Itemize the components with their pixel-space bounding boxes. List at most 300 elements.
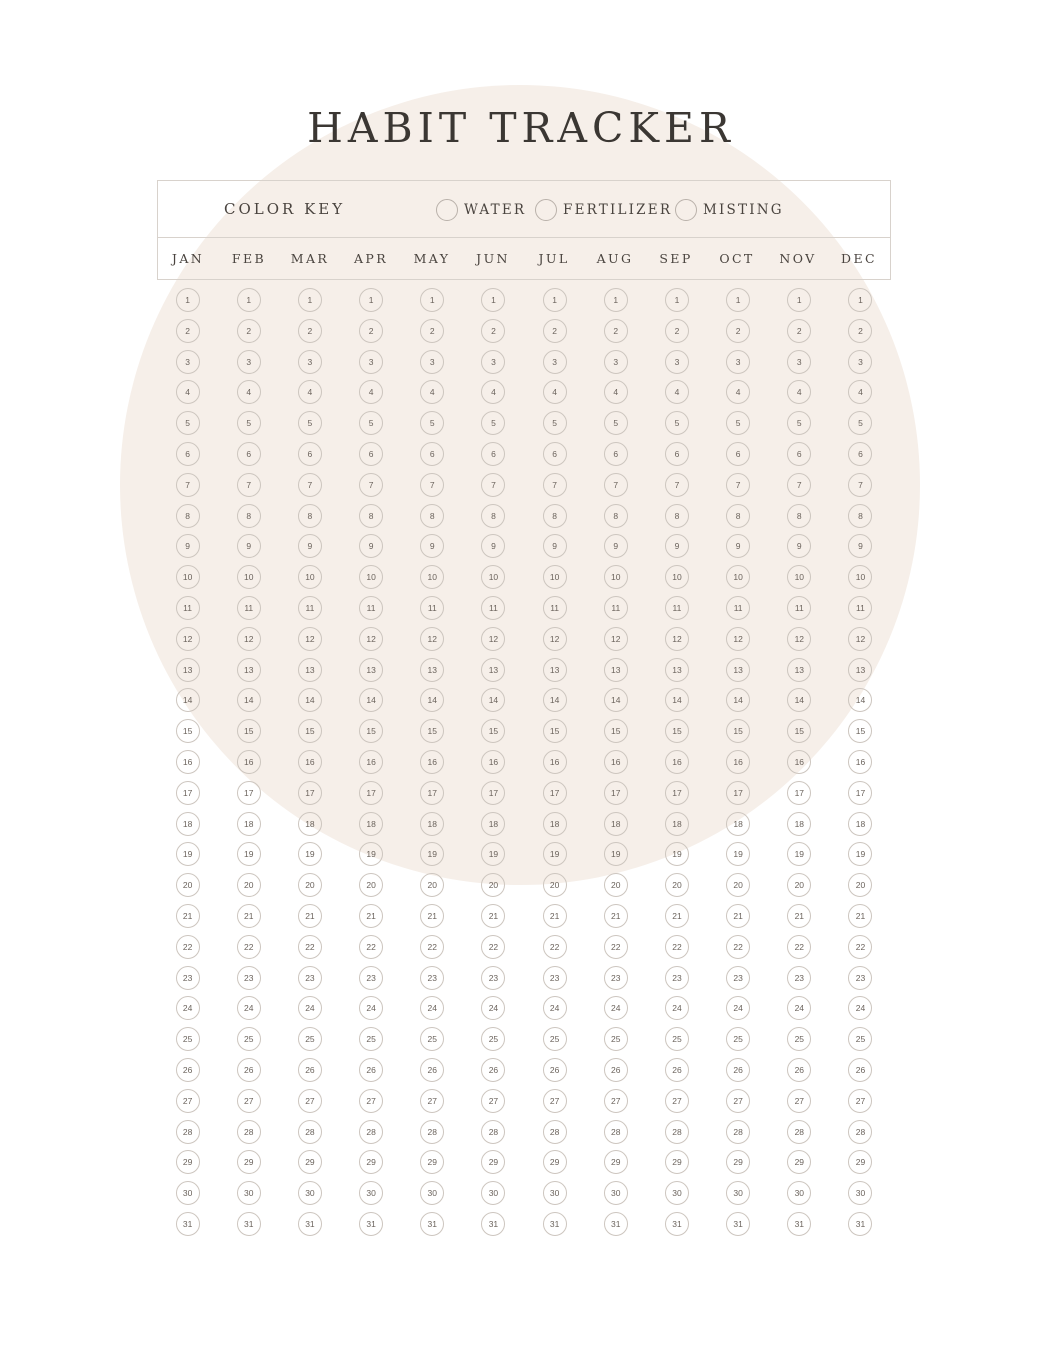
day-circle[interactable]: 11 (237, 596, 261, 620)
day-circle[interactable]: 5 (298, 411, 322, 435)
day-circle[interactable]: 7 (237, 473, 261, 497)
day-circle[interactable]: 1 (665, 288, 689, 312)
day-circle[interactable]: 6 (787, 442, 811, 466)
day-circle[interactable]: 15 (237, 719, 261, 743)
day-circle[interactable]: 2 (848, 319, 872, 343)
day-circle[interactable]: 3 (237, 350, 261, 374)
day-circle[interactable]: 5 (665, 411, 689, 435)
day-circle[interactable]: 9 (543, 534, 567, 558)
day-circle[interactable]: 1 (481, 288, 505, 312)
day-circle[interactable]: 14 (176, 688, 200, 712)
day-circle[interactable]: 31 (726, 1212, 750, 1236)
day-circle[interactable]: 15 (848, 719, 872, 743)
day-circle[interactable]: 29 (604, 1150, 628, 1174)
day-circle[interactable]: 21 (726, 904, 750, 928)
day-circle[interactable]: 10 (726, 565, 750, 589)
day-circle[interactable]: 1 (787, 288, 811, 312)
day-circle[interactable]: 22 (665, 935, 689, 959)
day-circle[interactable]: 5 (176, 411, 200, 435)
day-circle[interactable]: 16 (543, 750, 567, 774)
day-circle[interactable]: 5 (481, 411, 505, 435)
day-circle[interactable]: 2 (481, 319, 505, 343)
day-circle[interactable]: 9 (176, 534, 200, 558)
day-circle[interactable]: 2 (787, 319, 811, 343)
day-circle[interactable]: 25 (176, 1027, 200, 1051)
day-circle[interactable]: 8 (543, 504, 567, 528)
day-circle[interactable]: 25 (665, 1027, 689, 1051)
day-circle[interactable]: 27 (481, 1089, 505, 1113)
day-circle[interactable]: 8 (787, 504, 811, 528)
day-circle[interactable]: 14 (726, 688, 750, 712)
day-circle[interactable]: 14 (848, 688, 872, 712)
day-circle[interactable]: 13 (726, 658, 750, 682)
day-circle[interactable]: 26 (787, 1058, 811, 1082)
day-circle[interactable]: 17 (665, 781, 689, 805)
day-circle[interactable]: 18 (298, 812, 322, 836)
day-circle[interactable]: 22 (359, 935, 383, 959)
day-circle[interactable]: 13 (237, 658, 261, 682)
day-circle[interactable]: 25 (787, 1027, 811, 1051)
day-circle[interactable]: 17 (848, 781, 872, 805)
day-circle[interactable]: 31 (176, 1212, 200, 1236)
day-circle[interactable]: 26 (420, 1058, 444, 1082)
day-circle[interactable]: 31 (481, 1212, 505, 1236)
day-circle[interactable]: 12 (420, 627, 444, 651)
day-circle[interactable]: 24 (298, 996, 322, 1020)
day-circle[interactable]: 12 (604, 627, 628, 651)
day-circle[interactable]: 1 (604, 288, 628, 312)
day-circle[interactable]: 3 (787, 350, 811, 374)
day-circle[interactable]: 16 (176, 750, 200, 774)
day-circle[interactable]: 1 (359, 288, 383, 312)
day-circle[interactable]: 4 (237, 380, 261, 404)
day-circle[interactable]: 17 (604, 781, 628, 805)
day-circle[interactable]: 18 (481, 812, 505, 836)
day-circle[interactable]: 29 (176, 1150, 200, 1174)
day-circle[interactable]: 4 (481, 380, 505, 404)
day-circle[interactable]: 6 (543, 442, 567, 466)
color-key-item-misting[interactable] (675, 199, 784, 221)
day-circle[interactable]: 7 (176, 473, 200, 497)
day-circle[interactable]: 28 (726, 1120, 750, 1144)
day-circle[interactable]: 1 (420, 288, 444, 312)
day-circle[interactable]: 17 (359, 781, 383, 805)
day-circle[interactable]: 19 (359, 842, 383, 866)
day-circle[interactable]: 17 (176, 781, 200, 805)
day-circle[interactable]: 19 (665, 842, 689, 866)
day-circle[interactable]: 18 (604, 812, 628, 836)
day-circle[interactable]: 2 (176, 319, 200, 343)
day-circle[interactable]: 15 (665, 719, 689, 743)
day-circle[interactable]: 14 (359, 688, 383, 712)
day-circle[interactable]: 31 (787, 1212, 811, 1236)
day-circle[interactable]: 4 (726, 380, 750, 404)
day-circle[interactable]: 25 (726, 1027, 750, 1051)
day-circle[interactable]: 22 (176, 935, 200, 959)
day-circle[interactable]: 13 (420, 658, 444, 682)
day-circle[interactable]: 10 (787, 565, 811, 589)
day-circle[interactable]: 17 (787, 781, 811, 805)
day-circle[interactable]: 7 (604, 473, 628, 497)
day-circle[interactable]: 29 (543, 1150, 567, 1174)
day-circle[interactable]: 15 (726, 719, 750, 743)
day-circle[interactable]: 11 (665, 596, 689, 620)
day-circle[interactable]: 7 (420, 473, 444, 497)
day-circle[interactable]: 26 (481, 1058, 505, 1082)
day-circle[interactable]: 30 (237, 1181, 261, 1205)
day-circle[interactable]: 20 (420, 873, 444, 897)
day-circle[interactable]: 22 (543, 935, 567, 959)
day-circle[interactable]: 28 (420, 1120, 444, 1144)
day-circle[interactable]: 2 (604, 319, 628, 343)
day-circle[interactable]: 10 (665, 565, 689, 589)
day-circle[interactable]: 6 (848, 442, 872, 466)
day-circle[interactable]: 17 (298, 781, 322, 805)
day-circle[interactable]: 20 (176, 873, 200, 897)
day-circle[interactable]: 7 (726, 473, 750, 497)
day-circle[interactable]: 6 (604, 442, 628, 466)
day-circle[interactable]: 31 (848, 1212, 872, 1236)
day-circle[interactable]: 24 (481, 996, 505, 1020)
day-circle[interactable]: 23 (604, 966, 628, 990)
day-circle[interactable]: 25 (298, 1027, 322, 1051)
day-circle[interactable]: 8 (604, 504, 628, 528)
day-circle[interactable]: 16 (298, 750, 322, 774)
day-circle[interactable]: 5 (359, 411, 383, 435)
day-circle[interactable]: 24 (359, 996, 383, 1020)
day-circle[interactable]: 14 (298, 688, 322, 712)
day-circle[interactable]: 4 (176, 380, 200, 404)
day-circle[interactable]: 30 (359, 1181, 383, 1205)
day-circle[interactable]: 9 (848, 534, 872, 558)
day-circle[interactable]: 4 (604, 380, 628, 404)
day-circle[interactable]: 19 (604, 842, 628, 866)
day-circle[interactable]: 29 (420, 1150, 444, 1174)
day-circle[interactable]: 27 (543, 1089, 567, 1113)
day-circle[interactable]: 22 (298, 935, 322, 959)
day-circle[interactable]: 26 (298, 1058, 322, 1082)
day-circle[interactable]: 15 (298, 719, 322, 743)
day-circle[interactable]: 9 (604, 534, 628, 558)
day-circle[interactable]: 8 (176, 504, 200, 528)
day-circle[interactable]: 6 (726, 442, 750, 466)
day-circle[interactable]: 16 (787, 750, 811, 774)
day-circle[interactable]: 13 (543, 658, 567, 682)
day-circle[interactable]: 5 (237, 411, 261, 435)
day-circle[interactable]: 27 (176, 1089, 200, 1113)
day-circle[interactable]: 11 (604, 596, 628, 620)
day-circle[interactable]: 17 (481, 781, 505, 805)
day-circle[interactable]: 19 (298, 842, 322, 866)
day-circle[interactable]: 12 (787, 627, 811, 651)
day-circle[interactable]: 4 (298, 380, 322, 404)
day-circle[interactable]: 14 (543, 688, 567, 712)
day-circle[interactable]: 4 (420, 380, 444, 404)
day-circle[interactable]: 8 (665, 504, 689, 528)
day-circle[interactable]: 24 (848, 996, 872, 1020)
day-circle[interactable]: 26 (848, 1058, 872, 1082)
day-circle[interactable]: 20 (543, 873, 567, 897)
day-circle[interactable]: 15 (420, 719, 444, 743)
day-circle[interactable]: 19 (543, 842, 567, 866)
day-circle[interactable]: 9 (665, 534, 689, 558)
day-circle[interactable]: 6 (481, 442, 505, 466)
day-circle[interactable]: 3 (176, 350, 200, 374)
day-circle[interactable]: 19 (237, 842, 261, 866)
day-circle[interactable]: 18 (359, 812, 383, 836)
day-circle[interactable]: 12 (848, 627, 872, 651)
day-circle[interactable]: 11 (726, 596, 750, 620)
day-circle[interactable]: 20 (726, 873, 750, 897)
day-circle[interactable]: 25 (604, 1027, 628, 1051)
day-circle[interactable]: 6 (420, 442, 444, 466)
day-circle[interactable]: 25 (237, 1027, 261, 1051)
day-circle[interactable]: 19 (787, 842, 811, 866)
day-circle[interactable]: 27 (848, 1089, 872, 1113)
day-circle[interactable]: 23 (176, 966, 200, 990)
day-circle[interactable]: 22 (420, 935, 444, 959)
day-circle[interactable]: 19 (726, 842, 750, 866)
day-circle[interactable]: 20 (359, 873, 383, 897)
day-circle[interactable]: 24 (604, 996, 628, 1020)
day-circle[interactable]: 16 (359, 750, 383, 774)
day-circle[interactable]: 29 (726, 1150, 750, 1174)
day-circle[interactable]: 10 (848, 565, 872, 589)
day-circle[interactable]: 20 (604, 873, 628, 897)
day-circle[interactable]: 5 (787, 411, 811, 435)
day-circle[interactable]: 7 (665, 473, 689, 497)
day-circle[interactable]: 15 (604, 719, 628, 743)
day-circle[interactable]: 3 (298, 350, 322, 374)
day-circle[interactable]: 13 (787, 658, 811, 682)
day-circle[interactable]: 28 (176, 1120, 200, 1144)
day-circle[interactable]: 8 (481, 504, 505, 528)
day-circle[interactable]: 11 (176, 596, 200, 620)
day-circle[interactable]: 22 (726, 935, 750, 959)
day-circle[interactable]: 20 (481, 873, 505, 897)
day-circle[interactable]: 31 (237, 1212, 261, 1236)
day-circle[interactable]: 3 (848, 350, 872, 374)
day-circle[interactable]: 8 (359, 504, 383, 528)
day-circle[interactable]: 28 (481, 1120, 505, 1144)
day-circle[interactable]: 3 (665, 350, 689, 374)
day-circle[interactable]: 7 (848, 473, 872, 497)
day-circle[interactable]: 29 (787, 1150, 811, 1174)
day-circle[interactable]: 9 (298, 534, 322, 558)
day-circle[interactable]: 7 (543, 473, 567, 497)
empty-circle-icon[interactable] (535, 199, 557, 221)
day-circle[interactable]: 29 (481, 1150, 505, 1174)
empty-circle-icon[interactable] (436, 199, 458, 221)
day-circle[interactable]: 22 (481, 935, 505, 959)
day-circle[interactable]: 9 (237, 534, 261, 558)
day-circle[interactable]: 23 (237, 966, 261, 990)
day-circle[interactable]: 28 (543, 1120, 567, 1144)
day-circle[interactable]: 21 (604, 904, 628, 928)
day-circle[interactable]: 31 (420, 1212, 444, 1236)
day-circle[interactable]: 4 (543, 380, 567, 404)
day-circle[interactable]: 20 (848, 873, 872, 897)
day-circle[interactable]: 23 (787, 966, 811, 990)
day-circle[interactable]: 8 (726, 504, 750, 528)
day-circle[interactable]: 3 (543, 350, 567, 374)
day-circle[interactable]: 27 (420, 1089, 444, 1113)
day-circle[interactable]: 25 (543, 1027, 567, 1051)
day-circle[interactable]: 3 (359, 350, 383, 374)
day-circle[interactable]: 19 (420, 842, 444, 866)
day-circle[interactable]: 23 (359, 966, 383, 990)
day-circle[interactable]: 12 (543, 627, 567, 651)
day-circle[interactable]: 7 (481, 473, 505, 497)
day-circle[interactable]: 5 (726, 411, 750, 435)
day-circle[interactable]: 8 (298, 504, 322, 528)
day-circle[interactable]: 19 (481, 842, 505, 866)
day-circle[interactable]: 24 (176, 996, 200, 1020)
day-circle[interactable]: 21 (420, 904, 444, 928)
day-circle[interactable]: 6 (237, 442, 261, 466)
day-circle[interactable]: 11 (481, 596, 505, 620)
day-circle[interactable]: 13 (481, 658, 505, 682)
day-circle[interactable]: 23 (420, 966, 444, 990)
day-circle[interactable]: 30 (726, 1181, 750, 1205)
day-circle[interactable]: 1 (176, 288, 200, 312)
day-circle[interactable]: 26 (665, 1058, 689, 1082)
day-circle[interactable]: 26 (726, 1058, 750, 1082)
day-circle[interactable]: 23 (726, 966, 750, 990)
color-key-item-fertilizer[interactable] (535, 199, 672, 221)
day-circle[interactable]: 8 (420, 504, 444, 528)
day-circle[interactable]: 5 (543, 411, 567, 435)
day-circle[interactable]: 11 (298, 596, 322, 620)
day-circle[interactable]: 24 (665, 996, 689, 1020)
day-circle[interactable]: 10 (420, 565, 444, 589)
day-circle[interactable]: 28 (604, 1120, 628, 1144)
day-circle[interactable]: 18 (787, 812, 811, 836)
day-circle[interactable]: 2 (665, 319, 689, 343)
day-circle[interactable]: 16 (237, 750, 261, 774)
day-circle[interactable]: 27 (787, 1089, 811, 1113)
day-circle[interactable]: 29 (848, 1150, 872, 1174)
day-circle[interactable]: 24 (420, 996, 444, 1020)
day-circle[interactable]: 23 (543, 966, 567, 990)
day-circle[interactable]: 20 (237, 873, 261, 897)
day-circle[interactable]: 22 (604, 935, 628, 959)
day-circle[interactable]: 23 (665, 966, 689, 990)
day-circle[interactable]: 18 (237, 812, 261, 836)
day-circle[interactable]: 8 (237, 504, 261, 528)
day-circle[interactable]: 30 (420, 1181, 444, 1205)
day-circle[interactable]: 25 (848, 1027, 872, 1051)
day-circle[interactable]: 10 (298, 565, 322, 589)
day-circle[interactable]: 18 (665, 812, 689, 836)
day-circle[interactable]: 16 (726, 750, 750, 774)
day-circle[interactable]: 26 (176, 1058, 200, 1082)
day-circle[interactable]: 25 (359, 1027, 383, 1051)
day-circle[interactable]: 30 (298, 1181, 322, 1205)
day-circle[interactable]: 9 (787, 534, 811, 558)
day-circle[interactable]: 4 (848, 380, 872, 404)
day-circle[interactable]: 13 (665, 658, 689, 682)
day-circle[interactable]: 14 (787, 688, 811, 712)
day-circle[interactable]: 5 (420, 411, 444, 435)
day-circle[interactable]: 10 (543, 565, 567, 589)
day-circle[interactable]: 9 (726, 534, 750, 558)
day-circle[interactable]: 2 (726, 319, 750, 343)
day-circle[interactable]: 23 (298, 966, 322, 990)
day-circle[interactable]: 28 (848, 1120, 872, 1144)
day-circle[interactable]: 11 (787, 596, 811, 620)
day-circle[interactable]: 16 (420, 750, 444, 774)
day-circle[interactable]: 29 (237, 1150, 261, 1174)
day-circle[interactable]: 30 (481, 1181, 505, 1205)
day-circle[interactable]: 24 (726, 996, 750, 1020)
day-circle[interactable]: 17 (420, 781, 444, 805)
day-circle[interactable]: 14 (481, 688, 505, 712)
day-circle[interactable]: 21 (176, 904, 200, 928)
day-circle[interactable]: 30 (176, 1181, 200, 1205)
day-circle[interactable]: 13 (359, 658, 383, 682)
day-circle[interactable]: 26 (543, 1058, 567, 1082)
day-circle[interactable]: 12 (176, 627, 200, 651)
day-circle[interactable]: 13 (298, 658, 322, 682)
day-circle[interactable]: 6 (359, 442, 383, 466)
day-circle[interactable]: 24 (787, 996, 811, 1020)
day-circle[interactable]: 22 (787, 935, 811, 959)
day-circle[interactable]: 18 (176, 812, 200, 836)
empty-circle-icon[interactable] (675, 199, 697, 221)
day-circle[interactable]: 10 (237, 565, 261, 589)
day-circle[interactable]: 10 (481, 565, 505, 589)
day-circle[interactable]: 5 (604, 411, 628, 435)
day-circle[interactable]: 26 (604, 1058, 628, 1082)
day-circle[interactable]: 6 (298, 442, 322, 466)
day-circle[interactable]: 31 (359, 1212, 383, 1236)
day-circle[interactable]: 13 (604, 658, 628, 682)
day-circle[interactable]: 18 (726, 812, 750, 836)
day-circle[interactable]: 10 (176, 565, 200, 589)
day-circle[interactable]: 15 (481, 719, 505, 743)
day-circle[interactable]: 31 (543, 1212, 567, 1236)
day-circle[interactable]: 21 (481, 904, 505, 928)
day-circle[interactable]: 16 (665, 750, 689, 774)
day-circle[interactable]: 6 (665, 442, 689, 466)
day-circle[interactable]: 22 (237, 935, 261, 959)
day-circle[interactable]: 21 (359, 904, 383, 928)
day-circle[interactable]: 27 (237, 1089, 261, 1113)
day-circle[interactable]: 12 (237, 627, 261, 651)
day-circle[interactable]: 27 (359, 1089, 383, 1113)
day-circle[interactable]: 24 (237, 996, 261, 1020)
day-circle[interactable]: 30 (787, 1181, 811, 1205)
day-circle[interactable]: 5 (848, 411, 872, 435)
day-circle[interactable]: 25 (420, 1027, 444, 1051)
day-circle[interactable]: 30 (848, 1181, 872, 1205)
day-circle[interactable]: 10 (604, 565, 628, 589)
day-circle[interactable]: 28 (359, 1120, 383, 1144)
day-circle[interactable]: 19 (848, 842, 872, 866)
day-circle[interactable]: 1 (543, 288, 567, 312)
day-circle[interactable]: 15 (176, 719, 200, 743)
day-circle[interactable]: 30 (543, 1181, 567, 1205)
day-circle[interactable]: 22 (848, 935, 872, 959)
day-circle[interactable]: 8 (848, 504, 872, 528)
day-circle[interactable]: 21 (848, 904, 872, 928)
day-circle[interactable]: 29 (359, 1150, 383, 1174)
day-circle[interactable]: 17 (726, 781, 750, 805)
day-circle[interactable]: 7 (298, 473, 322, 497)
day-circle[interactable]: 11 (359, 596, 383, 620)
day-circle[interactable]: 15 (787, 719, 811, 743)
